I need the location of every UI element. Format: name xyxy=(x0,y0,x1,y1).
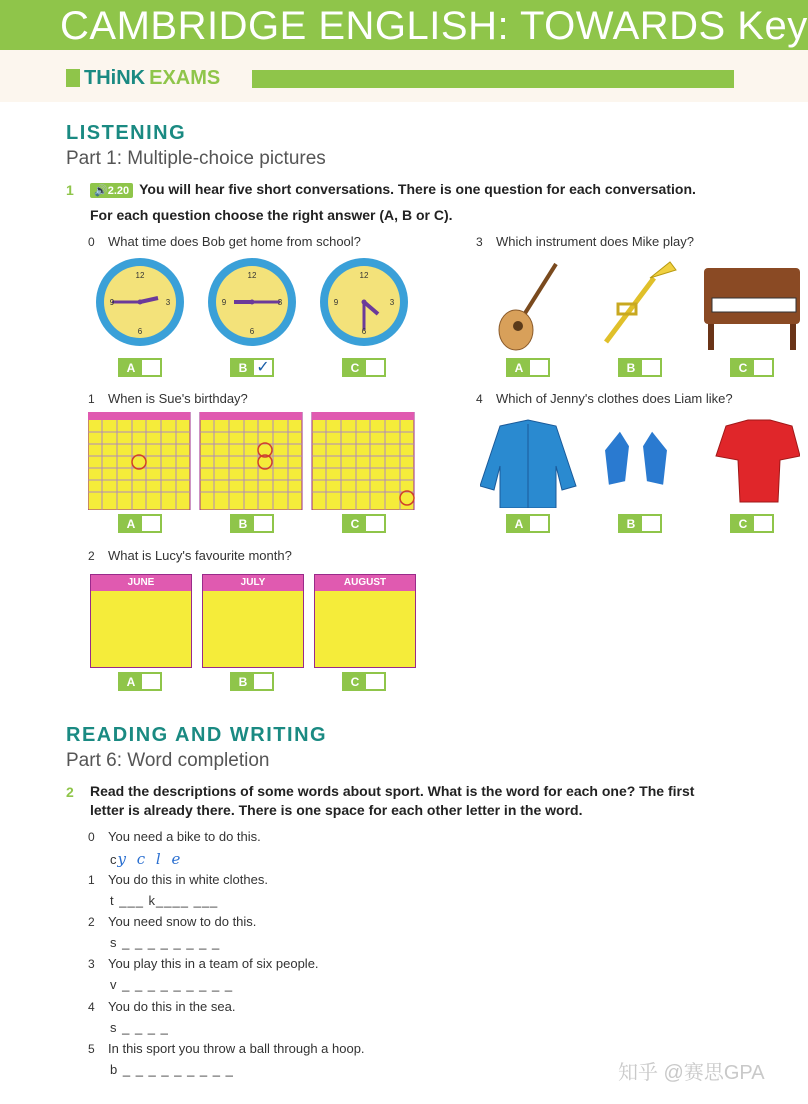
tag-marker xyxy=(66,69,80,87)
word-answer-0[interactable]: cy c l e xyxy=(110,850,184,868)
exercise-1-instruction-2: For each question choose the right answer (A, B or C). xyxy=(90,207,453,223)
reading-writing-heading: READING AND WRITING xyxy=(66,724,328,746)
listening-heading: LISTENING xyxy=(66,122,187,144)
word-answer-1[interactable]: t ___ k____ ___ xyxy=(110,893,219,908)
instrument-images xyxy=(494,258,800,354)
piano-icon xyxy=(704,268,800,350)
clock-b xyxy=(208,258,296,346)
word-item-0: 0 You need a bike to do this. xyxy=(88,829,261,844)
svg-text:6: 6 xyxy=(137,327,143,336)
q2-option-b[interactable]: B xyxy=(230,672,274,691)
calendar-b xyxy=(200,412,302,510)
clock-images xyxy=(96,256,412,352)
svg-text:3: 3 xyxy=(165,298,171,307)
tshirt-icon xyxy=(716,420,800,502)
guitar-icon xyxy=(499,264,556,350)
question-0: 0 What time does Bob get home from school? xyxy=(88,234,361,249)
clock-a xyxy=(96,258,184,346)
svg-text:9: 9 xyxy=(109,298,115,307)
calendar-july: JULY xyxy=(202,574,304,668)
tick-mark: ✓ xyxy=(254,360,272,375)
shoes-icon xyxy=(604,430,668,486)
svg-text:12: 12 xyxy=(359,271,369,280)
calendar-c xyxy=(312,412,414,510)
word-answer-5[interactable]: b _ _ _ _ _ _ _ _ _ xyxy=(110,1062,234,1077)
word-answer-4[interactable]: s _ _ _ _ xyxy=(110,1020,169,1035)
q1-option-a[interactable]: A xyxy=(118,514,162,533)
clock-c xyxy=(320,258,408,346)
word-item-3: 3 You play this in a team of six people. xyxy=(88,956,319,971)
question-2: 2 What is Lucy's favourite month? xyxy=(88,548,292,563)
exercise-2-instruction-1: Read the descriptions of some words about sport. What is the word for each one? The first xyxy=(90,783,695,799)
q2-option-a[interactable]: A xyxy=(118,672,162,691)
birthday-calendars xyxy=(88,412,416,510)
trumpet-icon xyxy=(606,262,676,342)
audio-track-icon[interactable]: 🔊2.20 xyxy=(90,183,133,198)
exercise-2-number: 2 xyxy=(66,784,74,800)
svg-text:6: 6 xyxy=(361,327,367,336)
svg-text:12: 12 xyxy=(247,271,257,280)
svg-text:12: 12 xyxy=(135,271,145,280)
calendar-june: JUNE xyxy=(90,574,192,668)
listening-part-title: Part 1: Multiple-choice pictures xyxy=(66,148,326,169)
word-item-2: 2 You need snow to do this. xyxy=(88,914,257,929)
watermark: 知乎 @赛思GPA xyxy=(618,1062,765,1084)
jacket-icon xyxy=(480,420,576,508)
word-answer-3[interactable]: v _ _ _ _ _ _ _ _ _ xyxy=(110,977,234,992)
q0-option-c[interactable]: C xyxy=(342,358,386,377)
question-3: 3 Which instrument does Mike play? xyxy=(476,234,694,249)
q4-option-c[interactable]: C xyxy=(730,514,774,533)
think-exams-tag xyxy=(66,67,220,89)
reading-part-title: Part 6: Word completion xyxy=(66,750,270,771)
q1-option-c[interactable]: C xyxy=(342,514,386,533)
q1-option-b[interactable]: B xyxy=(230,514,274,533)
q0-option-b[interactable]: B ✓ xyxy=(230,358,274,377)
q4-option-a[interactable]: A xyxy=(506,514,550,533)
clothes-images xyxy=(480,416,800,508)
exercise-1-instruction-1: 🔊2.20 You will hear five short conversations. There is one question for each conversation. xyxy=(90,181,696,198)
q4-option-b[interactable]: B xyxy=(618,514,662,533)
svg-text:3: 3 xyxy=(277,298,283,307)
word-answer-2[interactable]: s _ _ _ _ _ _ _ _ xyxy=(110,935,221,950)
calendar-august: AUGUST xyxy=(314,574,416,668)
book-banner: CAMBRIDGE ENGLISH: TOWARDS Key xyxy=(0,0,808,50)
q3-option-c[interactable]: C xyxy=(730,358,774,377)
word-item-1: 1 You do this in white clothes. xyxy=(88,872,268,887)
exercise-2-instruction-2: letter is already there. There is one space for each other letter in the word. xyxy=(90,802,583,818)
word-item-4: 4 You do this in the sea. xyxy=(88,999,236,1014)
exercise-1-number: 1 xyxy=(66,182,74,198)
tag-rule xyxy=(252,70,734,88)
handwritten-answer: y c l e xyxy=(117,850,184,868)
think-label: THiNK xyxy=(84,66,146,89)
q2-option-c[interactable]: C xyxy=(342,672,386,691)
q3-option-a[interactable]: A xyxy=(506,358,550,377)
svg-text:6: 6 xyxy=(249,327,255,336)
question-1: 1 When is Sue's birthday? xyxy=(88,391,248,406)
svg-text:3: 3 xyxy=(389,298,395,307)
svg-text:9: 9 xyxy=(333,298,339,307)
word-item-5: 5 In this sport you throw a ball through a hoop. xyxy=(88,1041,365,1056)
question-4: 4 Which of Jenny's clothes does Liam like? xyxy=(476,391,733,406)
q0-option-a[interactable]: A xyxy=(118,358,162,377)
worksheet-page xyxy=(0,50,808,1104)
exams-label: EXAMS xyxy=(149,66,221,89)
calendar-a xyxy=(88,412,190,510)
svg-text:9: 9 xyxy=(221,298,227,307)
q3-option-b[interactable]: B xyxy=(618,358,662,377)
